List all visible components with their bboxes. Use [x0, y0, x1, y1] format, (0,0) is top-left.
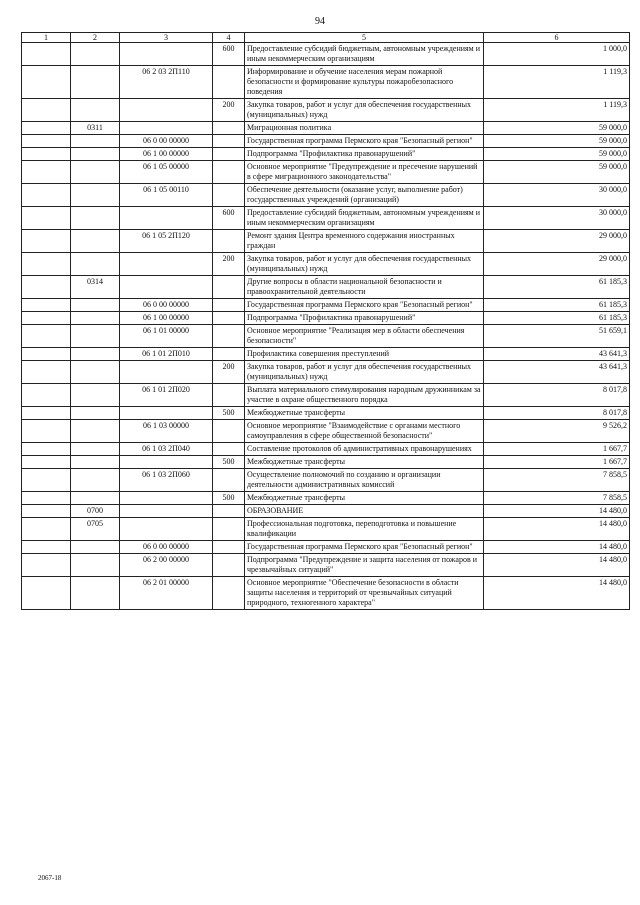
row-name-cell: Другие вопросы в области национальной безопасности и правоохранительной деятельности — [245, 276, 484, 299]
row-expense-type-cell — [213, 348, 245, 361]
row-subsection-cell: 0700 — [71, 505, 120, 518]
row-section-cell — [22, 456, 71, 469]
row-expense-type-cell — [213, 66, 245, 99]
row-section-cell — [22, 492, 71, 505]
row-expense-type-cell — [213, 184, 245, 207]
row-target-code-cell: 06 1 01 00000 — [120, 325, 213, 348]
row-target-code-cell: 06 1 03 2П040 — [120, 443, 213, 456]
row-name-cell: Межбюджетные трансферты — [245, 407, 484, 420]
table-row — [22, 577, 630, 610]
row-section-cell — [22, 541, 71, 554]
row-section-cell — [22, 43, 71, 66]
row-expense-type-cell — [213, 276, 245, 299]
row-expense-type-cell — [213, 230, 245, 253]
row-section-cell — [22, 276, 71, 299]
row-section-cell — [22, 148, 71, 161]
page-number: 94 — [315, 16, 325, 27]
row-target-code-cell — [120, 43, 213, 66]
row-section-cell — [22, 299, 71, 312]
row-target-code-cell: 06 0 00 00000 — [120, 135, 213, 148]
row-subsection-cell — [71, 99, 120, 122]
row-subsection-cell — [71, 577, 120, 610]
table-row — [22, 456, 630, 469]
row-name-cell: Основное мероприятие "Предупреждение и пресечение нарушений в сфере миграционного законодательства" — [245, 161, 484, 184]
budget-table — [21, 32, 630, 610]
row-section-cell — [22, 420, 71, 443]
row-expense-type-cell — [213, 518, 245, 541]
table-row — [22, 518, 630, 541]
row-amount-cell: 7 858,5 — [484, 469, 630, 492]
row-amount-cell: 1 667,7 — [484, 443, 630, 456]
row-section-cell — [22, 407, 71, 420]
row-target-code-cell — [120, 122, 213, 135]
row-amount-cell: 14 480,0 — [484, 577, 630, 610]
row-target-code-cell: 06 0 00 00000 — [120, 299, 213, 312]
row-subsection-cell — [71, 361, 120, 384]
row-section-cell — [22, 253, 71, 276]
row-expense-type-cell — [213, 325, 245, 348]
row-name-cell: Профессиональная подготовка, переподготовка и повышение квалификации — [245, 518, 484, 541]
row-section-cell — [22, 384, 71, 407]
row-amount-cell: 8 017,8 — [484, 407, 630, 420]
column-header-row — [22, 33, 630, 43]
row-amount-cell: 1 667,7 — [484, 456, 630, 469]
column-header: 6 — [484, 33, 630, 43]
row-section-cell — [22, 184, 71, 207]
table-row — [22, 184, 630, 207]
row-amount-cell: 61 185,3 — [484, 312, 630, 325]
row-name-cell: Обеспечение деятельности (оказание услуг, выполнение работ) государственных учреждений (организаций) — [245, 184, 484, 207]
table-row — [22, 276, 630, 299]
row-target-code-cell: 06 1 00 00000 — [120, 312, 213, 325]
row-amount-cell: 29 000,0 — [484, 253, 630, 276]
row-amount-cell: 14 480,0 — [484, 518, 630, 541]
row-section-cell — [22, 135, 71, 148]
row-name-cell: Подпрограмма "Профилактика правонарушений" — [245, 148, 484, 161]
row-section-cell — [22, 518, 71, 541]
row-amount-cell: 51 659,1 — [484, 325, 630, 348]
row-expense-type-cell — [213, 299, 245, 312]
row-subsection-cell — [71, 325, 120, 348]
row-target-code-cell: 06 1 01 2П020 — [120, 384, 213, 407]
row-name-cell: Составление протоколов об административных правонарушениях — [245, 443, 484, 456]
row-subsection-cell — [71, 492, 120, 505]
row-section-cell — [22, 505, 71, 518]
row-name-cell: ОБРАЗОВАНИЕ — [245, 505, 484, 518]
table-row — [22, 312, 630, 325]
row-amount-cell: 61 185,3 — [484, 299, 630, 312]
row-expense-type-cell: 500 — [213, 407, 245, 420]
document-code: 2067-18 — [38, 874, 62, 882]
row-target-code-cell: 06 1 01 2П010 — [120, 348, 213, 361]
row-name-cell: Информирование и обучение населения мерам пожарной безопасности и формирование культуры пожаробезопасного поведения — [245, 66, 484, 99]
row-name-cell: Межбюджетные трансферты — [245, 492, 484, 505]
row-section-cell — [22, 577, 71, 610]
row-section-cell — [22, 469, 71, 492]
row-expense-type-cell: 200 — [213, 253, 245, 276]
row-subsection-cell — [71, 348, 120, 361]
table-row — [22, 207, 630, 230]
row-amount-cell: 61 185,3 — [484, 276, 630, 299]
table-row — [22, 384, 630, 407]
table-row — [22, 469, 630, 492]
row-subsection-cell — [71, 384, 120, 407]
row-section-cell — [22, 230, 71, 253]
row-amount-cell: 59 000,0 — [484, 148, 630, 161]
row-subsection-cell — [71, 184, 120, 207]
row-amount-cell: 43 641,3 — [484, 361, 630, 384]
row-target-code-cell — [120, 505, 213, 518]
row-amount-cell: 7 858,5 — [484, 492, 630, 505]
row-subsection-cell — [71, 161, 120, 184]
row-expense-type-cell: 200 — [213, 99, 245, 122]
row-amount-cell: 14 480,0 — [484, 505, 630, 518]
row-amount-cell: 29 000,0 — [484, 230, 630, 253]
row-amount-cell: 59 000,0 — [484, 135, 630, 148]
row-target-code-cell: 06 2 01 00000 — [120, 577, 213, 610]
row-amount-cell: 59 000,0 — [484, 161, 630, 184]
row-subsection-cell — [71, 312, 120, 325]
row-target-code-cell — [120, 207, 213, 230]
row-name-cell: Подпрограмма "Профилактика правонарушений" — [245, 312, 484, 325]
row-expense-type-cell — [213, 122, 245, 135]
row-subsection-cell — [71, 207, 120, 230]
row-subsection-cell: 0705 — [71, 518, 120, 541]
column-header: 4 — [213, 33, 245, 43]
row-amount-cell: 30 000,0 — [484, 207, 630, 230]
row-target-code-cell — [120, 518, 213, 541]
row-target-code-cell — [120, 253, 213, 276]
row-name-cell: Миграционная политика — [245, 122, 484, 135]
row-target-code-cell: 06 0 00 00000 — [120, 541, 213, 554]
row-subsection-cell — [71, 66, 120, 99]
column-header: 5 — [245, 33, 484, 43]
row-target-code-cell: 06 1 00 00000 — [120, 148, 213, 161]
row-amount-cell: 59 000,0 — [484, 122, 630, 135]
row-section-cell — [22, 161, 71, 184]
row-amount-cell: 14 480,0 — [484, 541, 630, 554]
row-expense-type-cell: 500 — [213, 456, 245, 469]
row-expense-type-cell — [213, 505, 245, 518]
row-target-code-cell: 06 1 03 2П060 — [120, 469, 213, 492]
row-name-cell: Подпрограмма "Предупреждение и защита населения от пожаров и чрезвычайных ситуаций" — [245, 554, 484, 577]
row-name-cell: Государственная программа Пермского края "Безопасный регион" — [245, 541, 484, 554]
row-expense-type-cell — [213, 384, 245, 407]
table-row — [22, 541, 630, 554]
row-expense-type-cell: 500 — [213, 492, 245, 505]
table-row — [22, 492, 630, 505]
row-section-cell — [22, 554, 71, 577]
row-name-cell: Закупка товаров, работ и услуг для обеспечения государственных (муниципальных) нужд — [245, 361, 484, 384]
row-subsection-cell — [71, 541, 120, 554]
row-name-cell: Предоставление субсидий бюджетным, автономным учреждениям и иным некоммерческим организациям — [245, 207, 484, 230]
row-expense-type-cell — [213, 443, 245, 456]
table-row — [22, 348, 630, 361]
table-row — [22, 299, 630, 312]
row-name-cell: Основное мероприятие "Взаимодействие с органами местного самоуправления в сфере общественной безопасности" — [245, 420, 484, 443]
table-row — [22, 443, 630, 456]
row-expense-type-cell — [213, 148, 245, 161]
row-name-cell: Государственная программа Пермского края "Безопасный регион" — [245, 299, 484, 312]
row-expense-type-cell — [213, 554, 245, 577]
row-section-cell — [22, 99, 71, 122]
row-amount-cell: 1 000,0 — [484, 43, 630, 66]
table-row — [22, 122, 630, 135]
row-target-code-cell: 06 1 03 00000 — [120, 420, 213, 443]
row-subsection-cell — [71, 135, 120, 148]
row-subsection-cell: 0314 — [71, 276, 120, 299]
table-row — [22, 135, 630, 148]
row-target-code-cell — [120, 407, 213, 420]
table-row — [22, 325, 630, 348]
row-name-cell: Выплата материального стимулирования народным дружинникам за участие в охране общественного порядка — [245, 384, 484, 407]
row-target-code-cell — [120, 456, 213, 469]
row-expense-type-cell — [213, 161, 245, 184]
row-target-code-cell — [120, 492, 213, 505]
row-amount-cell: 8 017,8 — [484, 384, 630, 407]
row-subsection-cell: 0311 — [71, 122, 120, 135]
row-expense-type-cell: 600 — [213, 43, 245, 66]
row-subsection-cell — [71, 299, 120, 312]
row-target-code-cell — [120, 99, 213, 122]
row-subsection-cell — [71, 420, 120, 443]
row-subsection-cell — [71, 469, 120, 492]
table-row — [22, 148, 630, 161]
table-row — [22, 361, 630, 384]
row-target-code-cell — [120, 276, 213, 299]
table-row — [22, 230, 630, 253]
table-row — [22, 66, 630, 99]
row-section-cell — [22, 325, 71, 348]
row-name-cell: Основное мероприятие "Реализация мер в области обеспечения безопасности" — [245, 325, 484, 348]
row-target-code-cell — [120, 361, 213, 384]
row-expense-type-cell — [213, 469, 245, 492]
table-row — [22, 161, 630, 184]
row-target-code-cell: 06 1 05 00000 — [120, 161, 213, 184]
row-name-cell: Ремонт здания Центра временного содержания иностранных граждан — [245, 230, 484, 253]
row-amount-cell: 30 000,0 — [484, 184, 630, 207]
row-expense-type-cell — [213, 577, 245, 610]
row-subsection-cell — [71, 148, 120, 161]
table-row — [22, 407, 630, 420]
row-amount-cell: 1 119,3 — [484, 99, 630, 122]
row-subsection-cell — [71, 407, 120, 420]
row-amount-cell: 1 119,3 — [484, 66, 630, 99]
row-section-cell — [22, 66, 71, 99]
table-row — [22, 99, 630, 122]
row-target-code-cell: 06 1 05 2П120 — [120, 230, 213, 253]
row-expense-type-cell: 600 — [213, 207, 245, 230]
row-name-cell: Основное мероприятие "Обеспечение безопасности в области защиты населения и территорий от чрезвычайных ситуаций природного, техногенного характера" — [245, 577, 484, 610]
row-section-cell — [22, 348, 71, 361]
row-name-cell: Закупка товаров, работ и услуг для обеспечения государственных (муниципальных) нужд — [245, 253, 484, 276]
row-section-cell — [22, 361, 71, 384]
row-expense-type-cell: 200 — [213, 361, 245, 384]
table-row — [22, 505, 630, 518]
row-name-cell: Межбюджетные трансферты — [245, 456, 484, 469]
row-target-code-cell: 06 2 00 00000 — [120, 554, 213, 577]
row-section-cell — [22, 207, 71, 230]
row-subsection-cell — [71, 43, 120, 66]
row-expense-type-cell — [213, 135, 245, 148]
row-subsection-cell — [71, 554, 120, 577]
column-header: 1 — [22, 33, 71, 43]
row-name-cell: Предоставление субсидий бюджетным, автономным учреждениям и иным некоммерческим организациям — [245, 43, 484, 66]
row-section-cell — [22, 122, 71, 135]
row-expense-type-cell — [213, 420, 245, 443]
row-target-code-cell: 06 2 03 2П110 — [120, 66, 213, 99]
row-subsection-cell — [71, 230, 120, 253]
row-amount-cell: 14 480,0 — [484, 554, 630, 577]
row-target-code-cell: 06 1 05 00110 — [120, 184, 213, 207]
row-section-cell — [22, 312, 71, 325]
row-subsection-cell — [71, 456, 120, 469]
row-amount-cell: 9 526,2 — [484, 420, 630, 443]
column-header: 3 — [120, 33, 213, 43]
table-row — [22, 253, 630, 276]
table-row — [22, 554, 630, 577]
row-subsection-cell — [71, 443, 120, 456]
row-expense-type-cell — [213, 541, 245, 554]
row-name-cell: Государственная программа Пермского края "Безопасный регион" — [245, 135, 484, 148]
column-header: 2 — [71, 33, 120, 43]
row-expense-type-cell — [213, 312, 245, 325]
row-section-cell — [22, 443, 71, 456]
row-name-cell: Осуществление полномочий по созданию и организации деятельности административных комиссий — [245, 469, 484, 492]
table-row — [22, 43, 630, 66]
table-row — [22, 420, 630, 443]
row-subsection-cell — [71, 253, 120, 276]
row-name-cell: Закупка товаров, работ и услуг для обеспечения государственных (муниципальных) нужд — [245, 99, 484, 122]
row-name-cell: Профилактика совершения преступлений — [245, 348, 484, 361]
row-amount-cell: 43 641,3 — [484, 348, 630, 361]
